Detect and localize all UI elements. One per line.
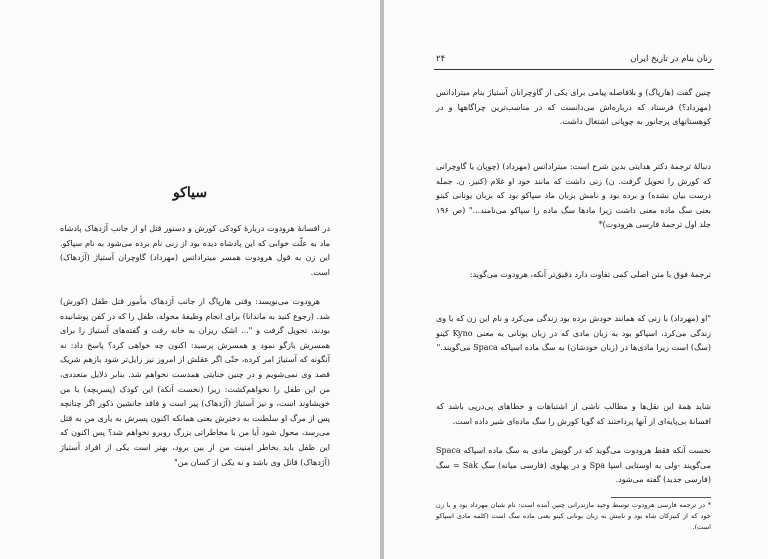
running-head: زنان بنام در تاریخ ایران <box>630 54 712 64</box>
header-rule <box>434 69 714 70</box>
left-page <box>0 0 380 559</box>
footnote: * در ترجمه فارسی هرودوت توسط وحید مازندرانی چنین آمده است: نام شبان مهرداد بود و با زن خود که از کنیزکان شاه بود و نامش به زبان یونانی کینو یعنی ماده سگ است (کلمه مادی اسپاکو است). <box>436 501 711 531</box>
right-paragraph-5: شاید همهٔ این نقل‌ها و مطالب ناشی از اشتباهات و خطاهای پی‌درپی باشد که افسانهٔ بی‌پایه‌ای از آنها پرداختند که گویا کورش را سگ ماده‌ای شیر داده است. <box>436 402 711 426</box>
right-page <box>384 0 768 559</box>
right-paragraph-4: "او (مهرداد) با زنی که همانند خودش برده بود زندگی می‌کرد و نام این زن که با وی زندگی می‌کرد، اسپاکو بود به زبان مادی که در زبان یونانی به معنی Kyno کینو (سگ) است زیرا مادی‌ها در (زبان خودشان) به سگ ماده اسپاکه Spaca می‌گویند." <box>436 314 711 353</box>
right-paragraph-6: نخست آنکه فقط هرودوت می‌گوید که در گویش مادی به سگ ماده اسپاکه Spaca می‌گویند -ولی به اوستایی اسپا Spa و در پهلوی (فارسی میانه) سگ Sak = سگ (فارسی جدید) گفته می‌شود. <box>436 446 712 485</box>
footnote-rule <box>611 497 711 498</box>
left-paragraph-1: در افسانهٔ هرودوت دربارهٔ کودکی کورش و دستور قتل او از جانب آژدهاک پادشاه ماد به علّت خوابی که این پادشاه دیده بود از زنی نام برده می‌شود به نام سپاکو. این زن به قول هرودوت همسر میتراداتس (مهرداد) گاوچران آستیاژ (آژدهاک) است. <box>60 224 330 277</box>
right-paragraph-3: ترجمهٔ فوق با متن اصلی کمی تفاوت دارد دقیق‌تر آنکه، هرودوت می‌گوید: <box>469 270 711 279</box>
page-number: ۲۴ <box>436 54 446 64</box>
right-paragraph-2: دنبالهٔ ترجمهٔ دکتر هدایتی بدین شرح است: میتراداتس (مهرداد) (چوپان یا گاوچرانی که کورش را تحویل گرفت. ن) زنی داشت که مانند خود او غلام (کنیز. ن. جمله درست بیان نشده) و برده بود و نامش بزبان ماد سپاکو بود که بزبان یونانی کینو یعنی سگ ماده معنی داشت زیرا مادها سگ ماده را سپاکو می‌نامند..." (ص ۱۹۶ جلد اول ترجمهٔ فارسی هرودوت)* <box>436 162 711 230</box>
right-paragraph-1: چنین گفت (هارپاگ) و بلافاصله پیامی برای یکی از گاوچرانان آستیاژ بنام میتراداتس (مهرداد؟) فرستاد که درباره‌اش می‌دانست که در مناسب‌ترین چراگاهها و در کوهستانهای پرجانور به چوپانی اشتغال داشت. <box>436 88 711 127</box>
chapter-title: سیاکو <box>172 185 208 201</box>
left-paragraph-2: هرودوت می‌نویسد: وقتی هارپاگ از جانب آژدهاک مأمور قتل طفل (کورش) شد. (رجوع کنید به ماندانا) برای انجام وظیفهٔ محوله، طفل را که در کفن پوشانیده بودند، تحویل گرفت و "... اشک ریزان به خانه رفت و گفته‌های آستیاژ را برای همسرش بازگو نمود و همسرش پرسید: اکنون چه خواهی کرد؟ پاسخ داد: نه آنگونه که آستیاژ امر کرده، حتّی اگر عقلش از امروز نیز زایل‌تر شود بازهم شریک قصد وی نمی‌شویم و در چنین جنایتی همدست نخواهم شد. بنابر دلایل متعددی، من این طفل را نخواهم‌کشت: زیرا (نخست آنکه) این کودک (پسربچه) با من خویشاوند است، و نیز آستیاژ (آژدهاک) پیر است و فاقد جانشین ذکور اگر چنانچه پس از مرگ او سلطنت به دخترش یعنی همانکه اکنون پسرش به یاری من به قتل می‌رسد، محول شود آیا من با مخاطراتی بزرگ روبرو نخواهم شد؟ پس اکنون که این طفل باید بخاطر امنیت من از بین برود، بهتر است یکی از افراد آستیاژ (آژدهاک) قاتل وی باشد و نه یکی از کسان من" <box>60 297 330 467</box>
